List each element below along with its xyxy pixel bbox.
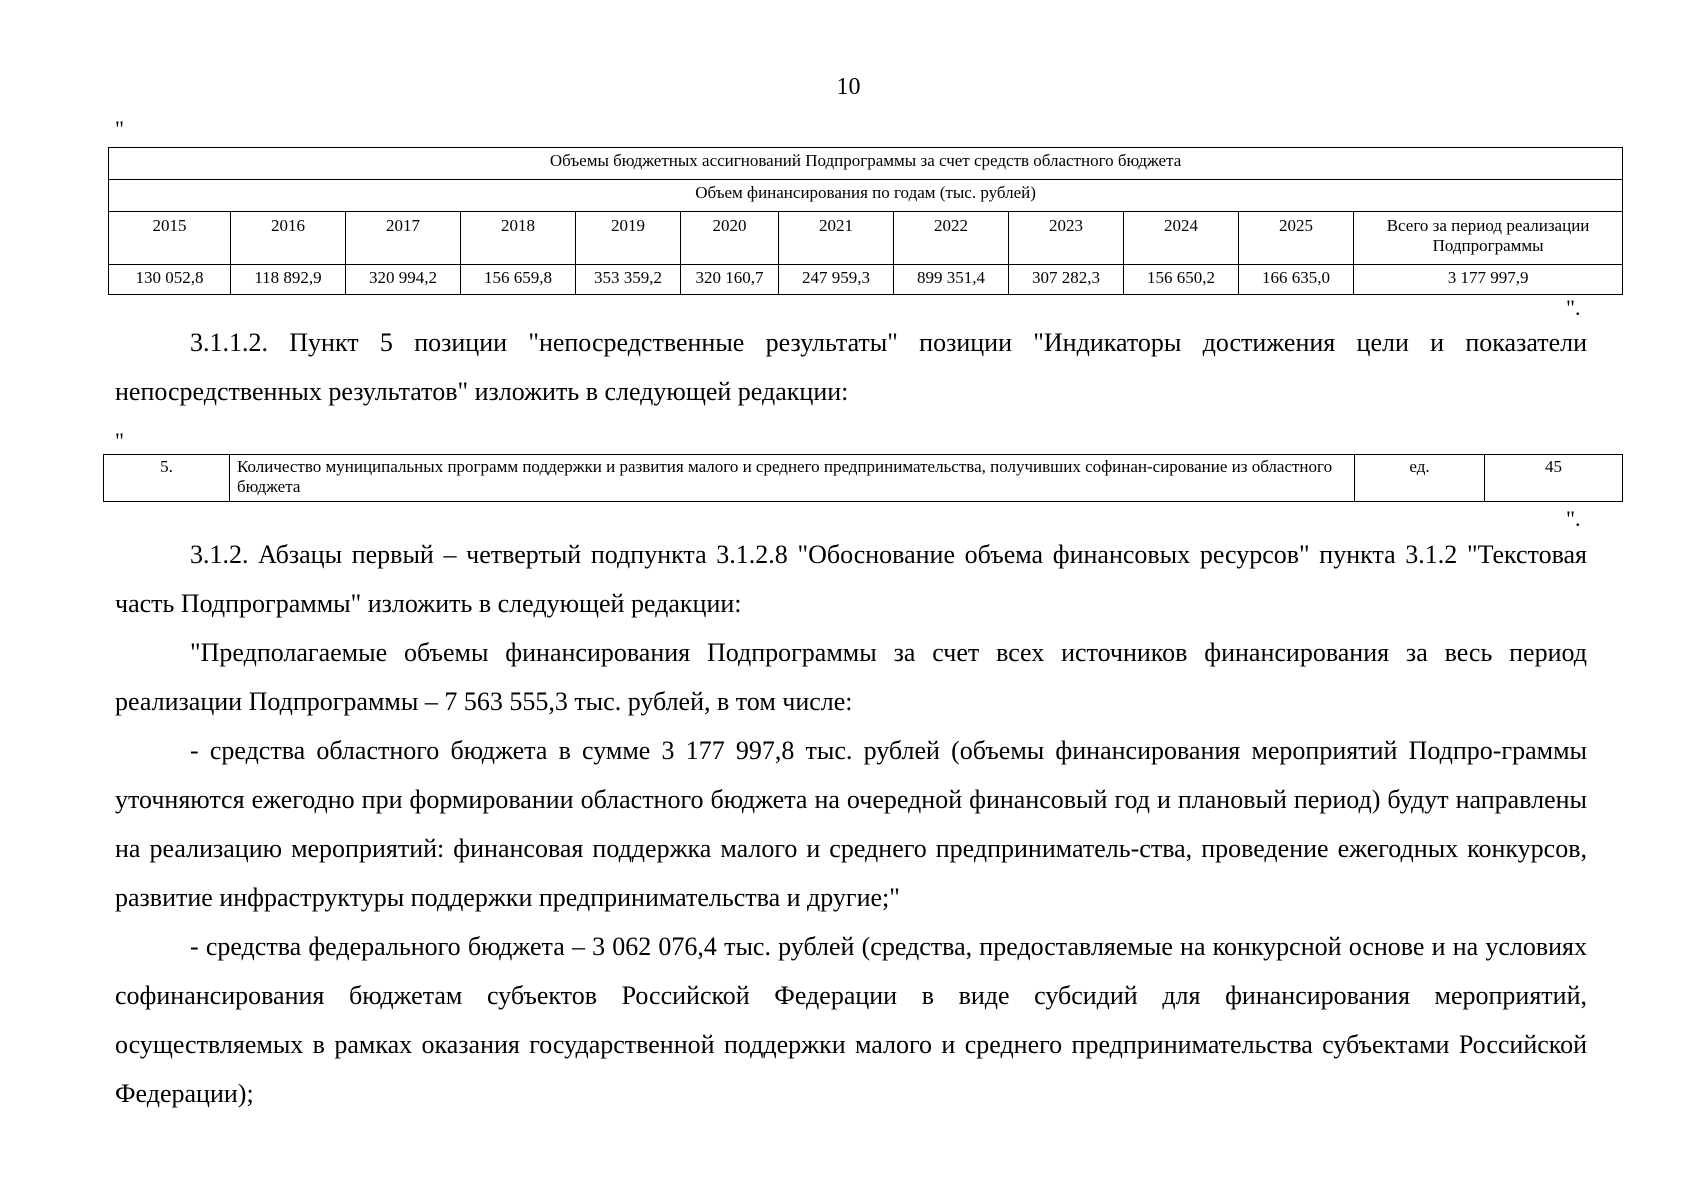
year-value: 156 650,2 [1124, 265, 1239, 295]
paragraph-amendment-3-1-1-2: 3.1.1.2. Пункт 5 позиции "непосредственные результаты" позиции "Индикаторы достижения цели и показатели непосредственных результатов" изложить в следующей редакции: [115, 328, 1587, 406]
year-header: 2015 [109, 212, 231, 265]
year-value: 130 052,8 [109, 265, 231, 295]
year-value: 353 359,2 [576, 265, 681, 295]
year-value: 166 635,0 [1239, 265, 1354, 295]
year-header: 2018 [461, 212, 576, 265]
indicator-table [103, 454, 1623, 502]
year-value: 118 892,9 [231, 265, 346, 295]
indicator-number: 5. [104, 455, 230, 502]
year-header: 2017 [346, 212, 461, 265]
paragraph-total-financing: "Предполагаемые объемы финансирования Подпрограммы за счет всех источников финансирования за весь период реализации Подпрограммы – 7 563 555,3 тыс. рублей, в том числе: [115, 638, 1587, 716]
year-header: 2024 [1124, 212, 1239, 265]
budget-allocation-table [108, 147, 1623, 295]
year-header: 2022 [894, 212, 1009, 265]
year-header: 2020 [681, 212, 779, 265]
year-header: 2025 [1239, 212, 1354, 265]
year-value: 320 160,7 [681, 265, 779, 295]
opening-quote-mark: " [115, 428, 124, 453]
indicator-unit: ед. [1355, 455, 1485, 502]
indicator-value: 45 [1485, 455, 1623, 502]
year-header: 2021 [779, 212, 894, 265]
total-period-value: 3 177 997,9 [1354, 265, 1623, 295]
year-value: 307 282,3 [1009, 265, 1124, 295]
closing-quote-mark: ". [1566, 295, 1581, 320]
year-header-row [109, 212, 1623, 265]
indicator-description: Количество муниципальных программ поддержки и развития малого и среднего предпринимательства, получивших софинан-сирование из областного бюджета [230, 455, 1355, 502]
year-value: 247 959,3 [779, 265, 894, 295]
closing-quote-mark: ". [1566, 506, 1581, 531]
year-header: 2016 [231, 212, 346, 265]
page-number: 10 [836, 74, 861, 100]
year-value: 320 994,2 [346, 265, 461, 295]
opening-quote-mark: " [115, 116, 124, 141]
paragraph-regional-budget: - средства областного бюджета в сумме 3 177 997,8 тыс. рублей (объемы финансирования мероприятий Подпро-граммы уточняются ежегодно при формировании областного бюджета на очередной финансовый год и плановый период) будут направлены на реализацию мероприятий: финансовая поддержка малого и среднего предприниматель-ства, проведение ежегодных конкурсов, развитие инфраструктуры поддержки предпринимательства и другие;" [115, 736, 1587, 912]
budget-table-subtitle: Объем финансирования по годам (тыс. рублей) [109, 180, 1623, 212]
paragraph-federal-budget: - средства федерального бюджета – 3 062 076,4 тыс. рублей (средства, предоставляемые на конкурсной основе и на условиях софинансирования бюджетам субъектов Российской Федерации в виде субсидий для финансирования мероприятий, осуществляемых в рамках оказания государственной поддержки малого и среднего предпринимательства субъектами Российской Федерации); [115, 932, 1587, 1108]
total-period-header: Всего за период реализации Подпрограммы [1354, 212, 1623, 265]
year-value: 156 659,8 [461, 265, 576, 295]
budget-table-title: Объемы бюджетных ассигнований Подпрограммы за счет средств областного бюджета [109, 148, 1623, 180]
year-value: 899 351,4 [894, 265, 1009, 295]
year-header: 2023 [1009, 212, 1124, 265]
paragraph-amendment-3-1-2: 3.1.2. Абзацы первый – четвертый подпункта 3.1.2.8 "Обоснование объема финансовых ресурсов" пункта 3.1.2 "Текстовая часть Подпрограммы" изложить в следующей редакции: [115, 540, 1587, 618]
value-row [109, 265, 1623, 295]
year-header: 2019 [576, 212, 681, 265]
indicator-row [104, 455, 1623, 502]
